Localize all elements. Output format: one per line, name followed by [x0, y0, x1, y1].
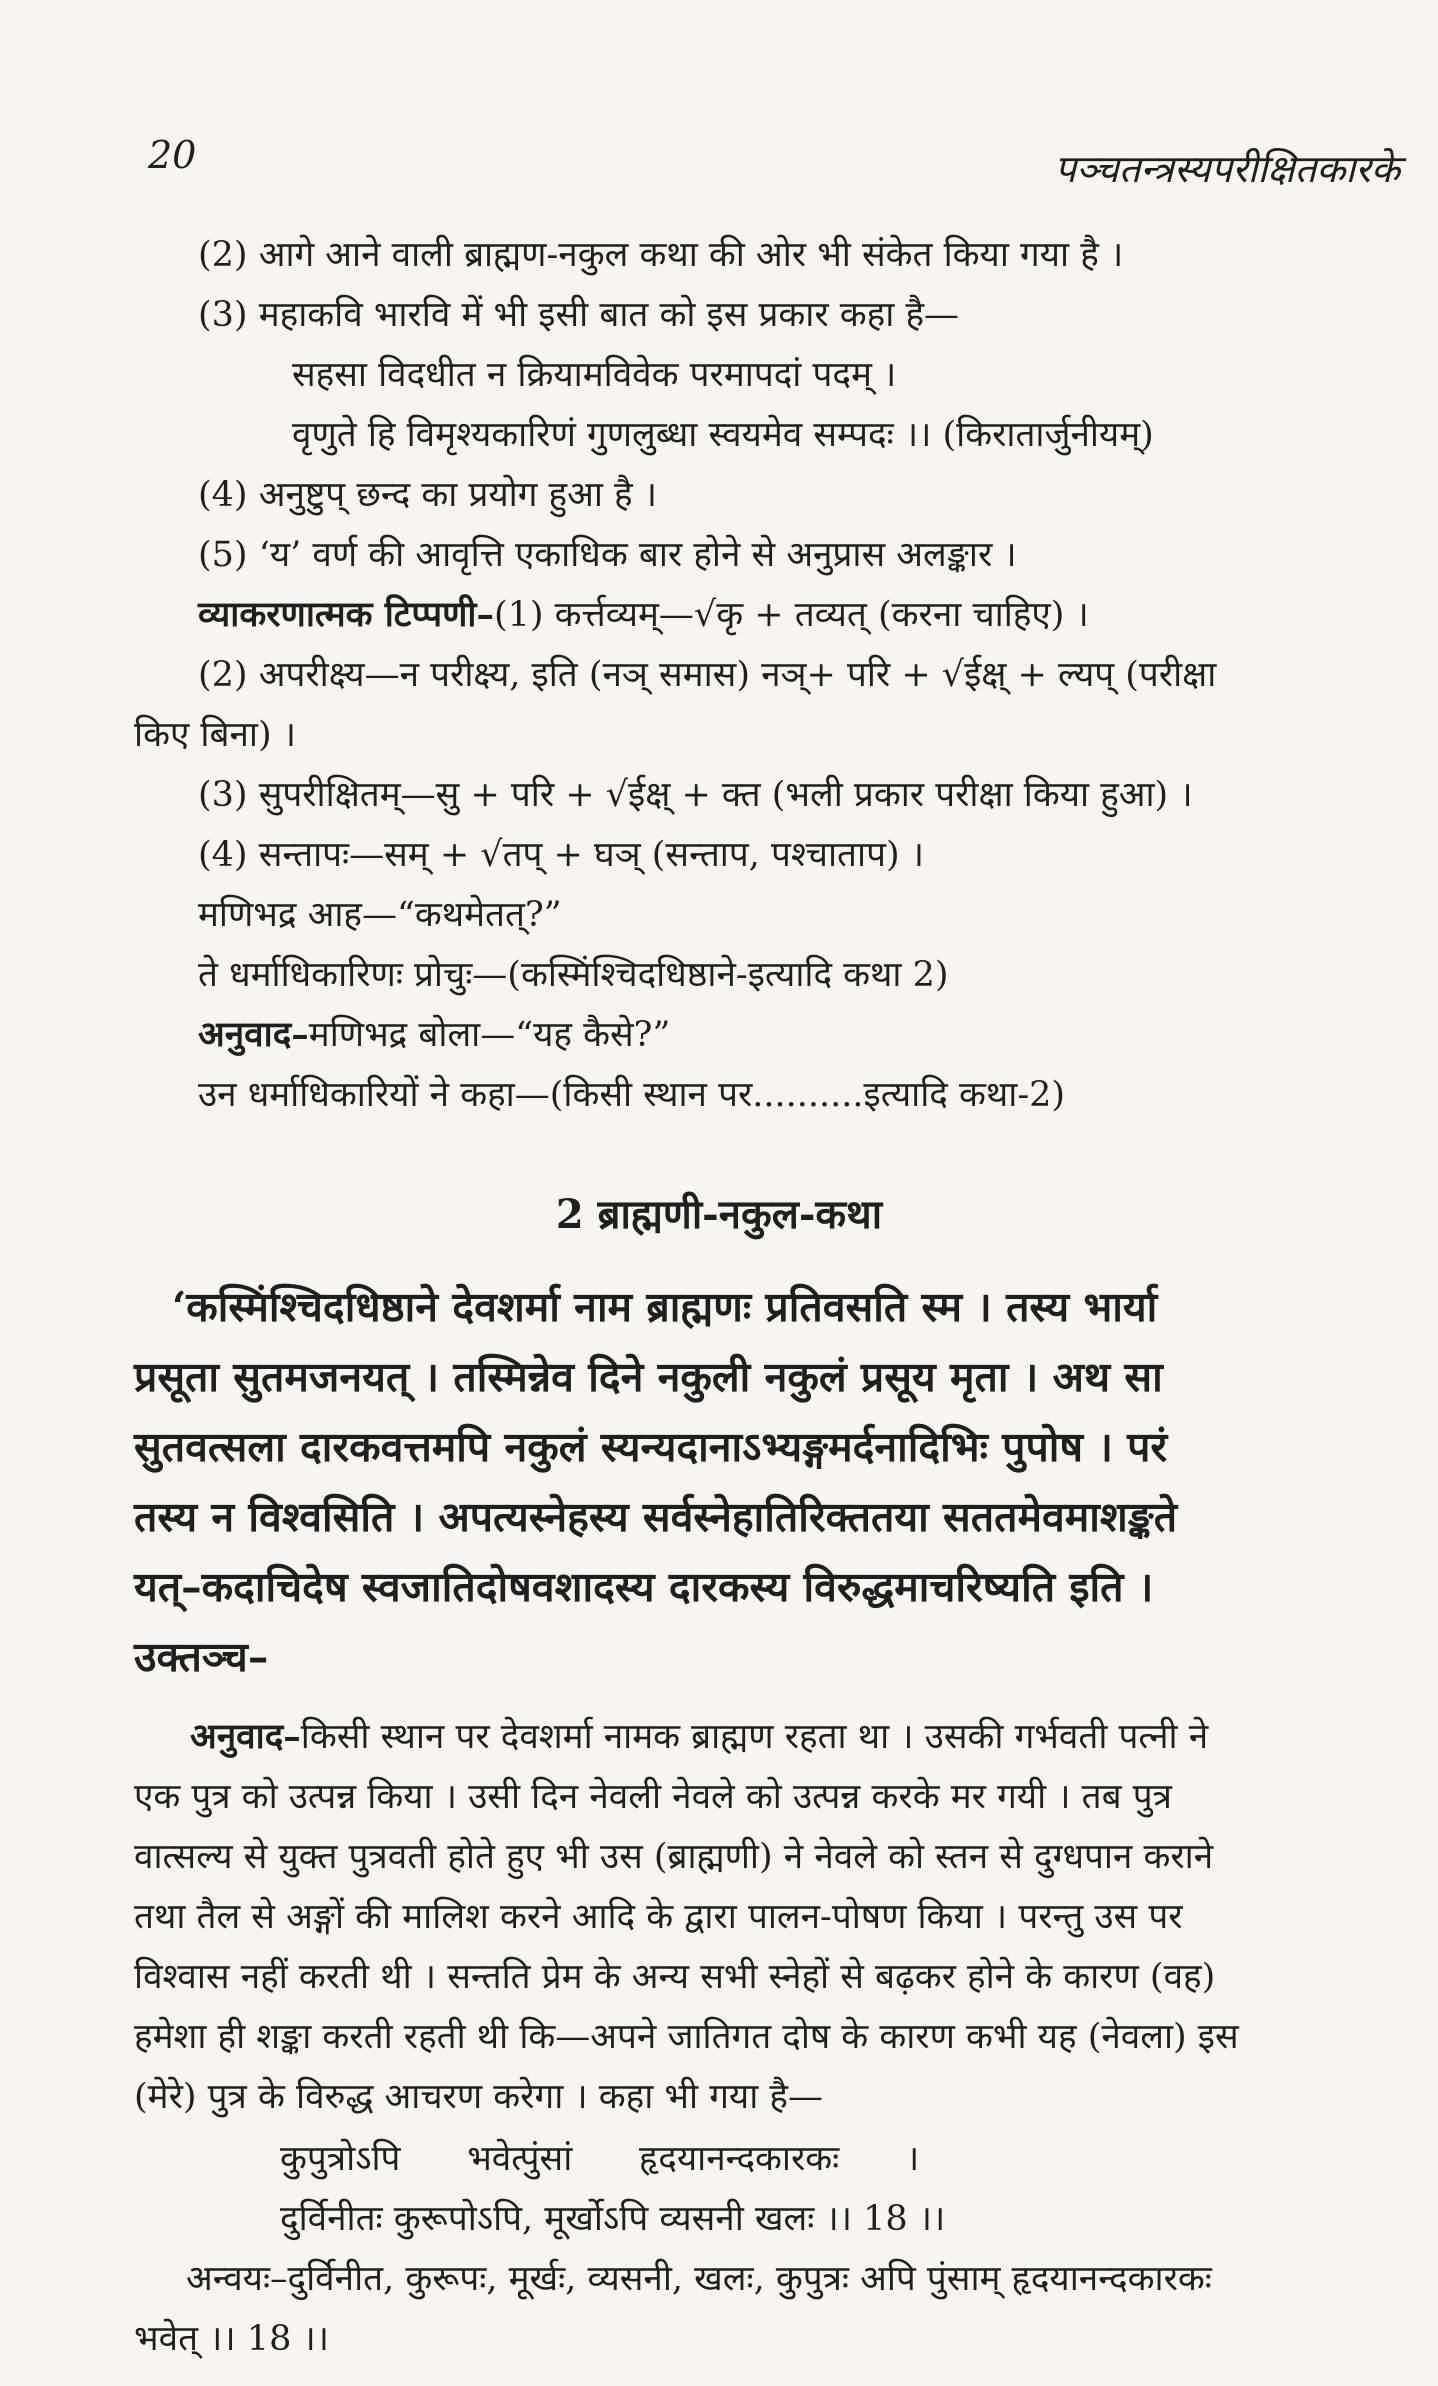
sanskrit-line-5: यत्–कदाचिदेष स्वजातिदोषवशादस्य दारकस्य विरुद्धमाचरिष्यति इति । — [134, 1563, 1154, 1611]
anvaya-line-2: भवेत् ।। 18 ।। — [134, 2319, 329, 2359]
page-number: 20 — [148, 133, 197, 177]
dialogue-line-3-text: मणिभद्र बोला—“यह कैसे?” — [308, 1015, 671, 1055]
sanskrit-line-2: प्रसूता सुतमजनयत् । तस्मिन्नेव दिने नकुली नकुलं प्रसूय मृता । अथ सा — [134, 1353, 1163, 1401]
translation-label: अनुवाद– — [198, 1014, 309, 1055]
note-2: (2) आगे आने वाली ब्राह्मण-नकुल कथा की ओर भी संकेत किया गया है । — [198, 235, 1124, 275]
sanskrit-line-1: ‘कस्मिंश्चिदधिष्ठाने देवशर्मा नाम ब्राह्मणः प्रतिवसति स्म । तस्य भार्या — [172, 1283, 1158, 1331]
note-3: (3) महाकवि भारवि में भी इसी बात को इस प्रकार कहा है— — [198, 295, 960, 335]
dialogue-line-4: उन धर्माधिकारियों ने कहा—(किसी स्थान पर..........इत्यादि कथा-2) — [198, 1075, 1066, 1115]
verse-bharavi-1: सहसा विदधीत न क्रियामविवेक परमापदां पदम् । — [292, 355, 897, 395]
translation-line-5: विश्वास नहीं करती थी । सन्तति प्रेम के अन्य सभी स्नेहों से बढ़कर होने के कारण (वह) — [134, 1957, 1216, 1997]
translation-line-4: तथा तैल से अङ्गों की मालिश करने आदि के द्वारा पालन-पोषण किया । परन्तु उस पर — [134, 1897, 1183, 1937]
dialogue-line-1: मणिभद्र आह—“कथमेतत्?” — [198, 895, 562, 935]
translation-line-3: वात्सल्य से युक्त पुत्रवती होते हुए भी उस (ब्राह्मणी) ने नेवले को स्तन से दुग्धपान कराने — [134, 1837, 1214, 1877]
translation-line-7: (मेरे) पुत्र के विरुद्ध आचरण करेगा । कहा भी गया है— — [134, 2077, 824, 2117]
translation-line-1 — [190, 1714, 1208, 1760]
grammar-heading: व्याकरणात्मक टिप्पणी– — [198, 594, 494, 635]
verse-18-line-1: कुपुत्रोऽपि भवेत्पुंसां हृदयानन्दकारकः । — [280, 2139, 920, 2179]
translation-line-2: एक पुत्र को उत्पन्न किया । उसी दिन नेवली नेवले को उत्पन्न करके मर गयी । तब पुत्र — [134, 1777, 1172, 1817]
grammar-line-1 — [198, 592, 1089, 638]
sanskrit-line-3: सुतवत्सला दारकवत्तमपि नकुलं स्यन्यदानाऽभ्यङ्गमर्दनादिभिः पुपोष । परं — [134, 1423, 1168, 1471]
grammar-item-2: (2) अपरीक्ष्य—न परीक्ष्य, इति (नञ् समास) नञ्+ परि + √ईक्ष् + ल्यप् (परीक्षा — [198, 655, 1217, 695]
story-translation-label: अनुवाद– — [190, 1716, 301, 1757]
grammar-item-1: (1) कर्त्तव्यम्—√कृ + तव्यत् (करना चाहिए) । — [493, 595, 1089, 635]
translation-line-1-text: किसी स्थान पर देवशर्मा नामक ब्राह्मण रहता था । उसकी गर्भवती पत्नी ने — [300, 1717, 1209, 1757]
verse-18-line-2: दुर्विनीतः कुरूपोऽपि, मूर्खोऽपि व्यसनी खलः ।। 18 ।। — [280, 2199, 946, 2239]
dialogue-line-2: ते धर्माधिकारिणः प्रोचुः—(कस्मिंश्चिदधिष्ठाने-इत्यादि कथा 2) — [198, 955, 949, 995]
note-5: (5) ‘य’ वर्ण की आवृत्ति एकाधिक बार होने से अनुप्रास अलङ्कार । — [198, 535, 1017, 575]
sanskrit-line-6: उक्तञ्च– — [134, 1633, 269, 1681]
sanskrit-line-4: तस्य न विश्वसिति । अपत्यस्नेहस्य सर्वस्नेहातिरिक्ततया सततमेवमाशङ्कते — [134, 1493, 1178, 1541]
translation-line-6: हमेशा ही शङ्का करती रहती थी कि—अपने जातिगत दोष के कारण कभी यह (नेवला) इस — [134, 2017, 1239, 2057]
grammar-item-2-cont: किए बिना) । — [134, 715, 297, 755]
story-title: 2 ब्राह्मणी-नकुल-कथा — [555, 1191, 883, 1238]
dialogue-line-3 — [198, 1012, 670, 1058]
note-4: (4) अनुष्टुप् छन्द का प्रयोग हुआ है । — [198, 475, 658, 515]
running-title: पञ्चतन्त्रस्यपरीक्षितकारके — [1054, 147, 1400, 191]
grammar-item-4: (4) सन्तापः—सम् + √तप् + घञ् (सन्ताप, पश्चाताप) । — [198, 835, 924, 875]
anvaya-line-1: अन्वयः–दुर्विनीत, कुरूपः, मूर्खः, व्यसनी, खलः, कुपुत्रः अपि पुंसाम् हृदयानन्दकारकः — [186, 2259, 1212, 2299]
verse-bharavi-2: वृणुते हि विमृश्यकारिणं गुणलुब्धा स्वयमेव सम्पदः ।। (किरातार्जुनीयम्) — [292, 415, 1154, 455]
grammar-item-3: (3) सुपरीक्षितम्—सु + परि + √ईक्ष् + क्त (भली प्रकार परीक्षा किया हुआ) । — [198, 775, 1193, 815]
